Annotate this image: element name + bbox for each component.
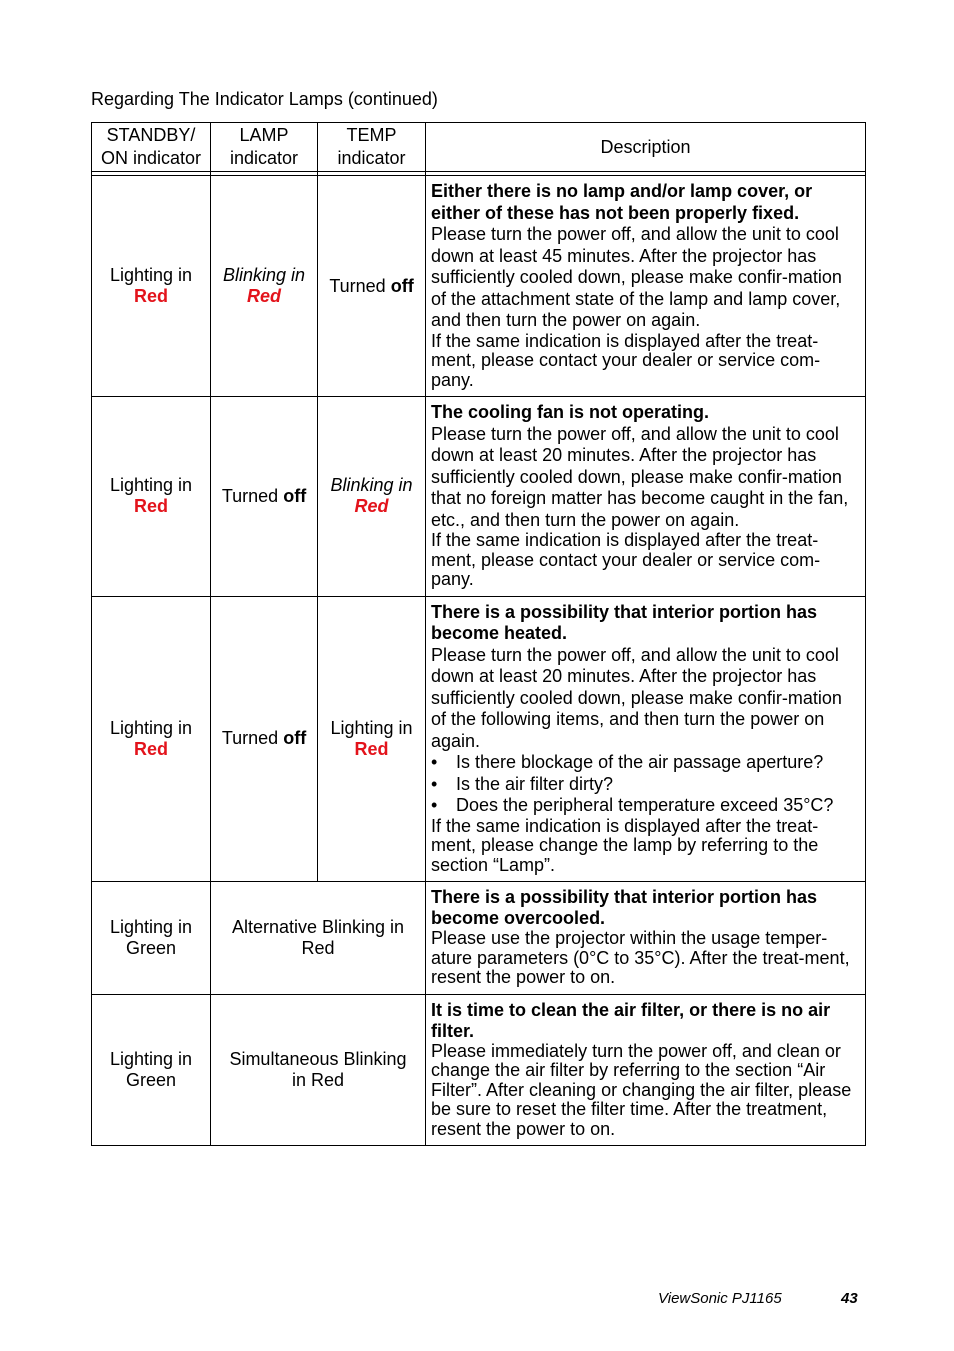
temp-cell: Lighting in Red <box>318 596 426 882</box>
table-row <box>92 596 866 882</box>
header-temp: TEMP indicator <box>318 123 426 172</box>
table-row <box>92 397 866 597</box>
header-row <box>92 123 866 172</box>
table-row <box>92 176 866 397</box>
table-row <box>92 882 866 995</box>
table-row <box>92 994 866 1146</box>
lamp-cell: Blinking in Red <box>211 176 318 397</box>
page-caption: Regarding The Indicator Lamps (continued) <box>91 89 438 109</box>
indicator-table <box>91 122 866 1146</box>
lamp-temp-cell: Alternative Blinking in Red <box>211 882 426 995</box>
description-cell: It is time to clean the air filter, or there is no air filter. Please immediately turn the power off, and clean or change the air filter by referring to the section “Air Filter”. After cleaning or changing the air filter, please be sure to reset the filter time. After the treatment, resent the power to on. <box>426 994 866 1146</box>
bullet-item: • Is the air filter dirty? <box>431 773 614 794</box>
temp-cell: Blinking in Red <box>318 397 426 597</box>
footer-brand: ViewSonic PJ1165 <box>658 1290 782 1307</box>
standby-cell: Lighting in Red <box>92 397 211 597</box>
lamp-cell: Turned off <box>211 596 318 882</box>
standby-cell: Lighting in Green <box>92 882 211 995</box>
standby-cell: Lighting in Red <box>92 596 211 882</box>
bullet-item: • Is there blockage of the air passage aperture? <box>431 752 824 772</box>
standby-cell: Lighting in Red <box>92 176 211 397</box>
temp-cell: Turned off <box>318 176 426 397</box>
bullet-item: • Does the peripheral temperature exceed 35°C? <box>431 795 834 815</box>
lamp-cell: Turned off <box>211 397 318 597</box>
page-number: 43 <box>841 1290 858 1307</box>
description-cell: The cooling fan is not operating. Please turn the power off, and allow the unit to cool down at least 20 minutes. After the projector has sufficiently cooled down, please make confir-mation that no foreign matter has become caught in the fan, etc., and then turn the power on again. If the same indication is displayed after the treat-ment, please contact your dealer or service com-pany. <box>426 397 866 597</box>
description-cell: There is a possibility that interior portion has become overcooled. Please use the projector within the usage temper-ature parameters (0°C to 35°C). After the treat-ment, resent the power to on. <box>426 882 866 995</box>
description-cell: There is a possibility that interior portion has become heated. Please turn the power off, and allow the unit to cool down at least 20 minutes. After the projector has sufficiently cooled down, please make confir-mation of the following items, and then turn the power on again. • Is there blockage of the air passage aperture? • Is the air filter dirty? • Does the peripheral temperature exceed 35°C? If the same indication is displayed after the treat-ment, please change the lamp by referring to the section “Lamp”. <box>426 596 866 882</box>
header-standby: STANDBY/ ON indicator <box>92 123 211 172</box>
header-lamp: LAMP indicator <box>211 123 318 172</box>
lamp-temp-cell: Simultaneous Blinking in Red <box>211 994 426 1146</box>
standby-cell: Lighting in Green <box>92 994 211 1146</box>
header-description: Description <box>426 123 866 172</box>
description-cell: Either there is no lamp and/or lamp cover, or either of these has not been properly fixed. Please turn the power off, and allow the unit to cool down at least 45 minutes. After the projector has sufficiently cooled down, please make confir-mation of the attachment state of the lamp and lamp cover, and then turn the power on again. If the same indication is displayed after the treat-ment, please contact your dealer or service com-pany. <box>426 176 866 397</box>
